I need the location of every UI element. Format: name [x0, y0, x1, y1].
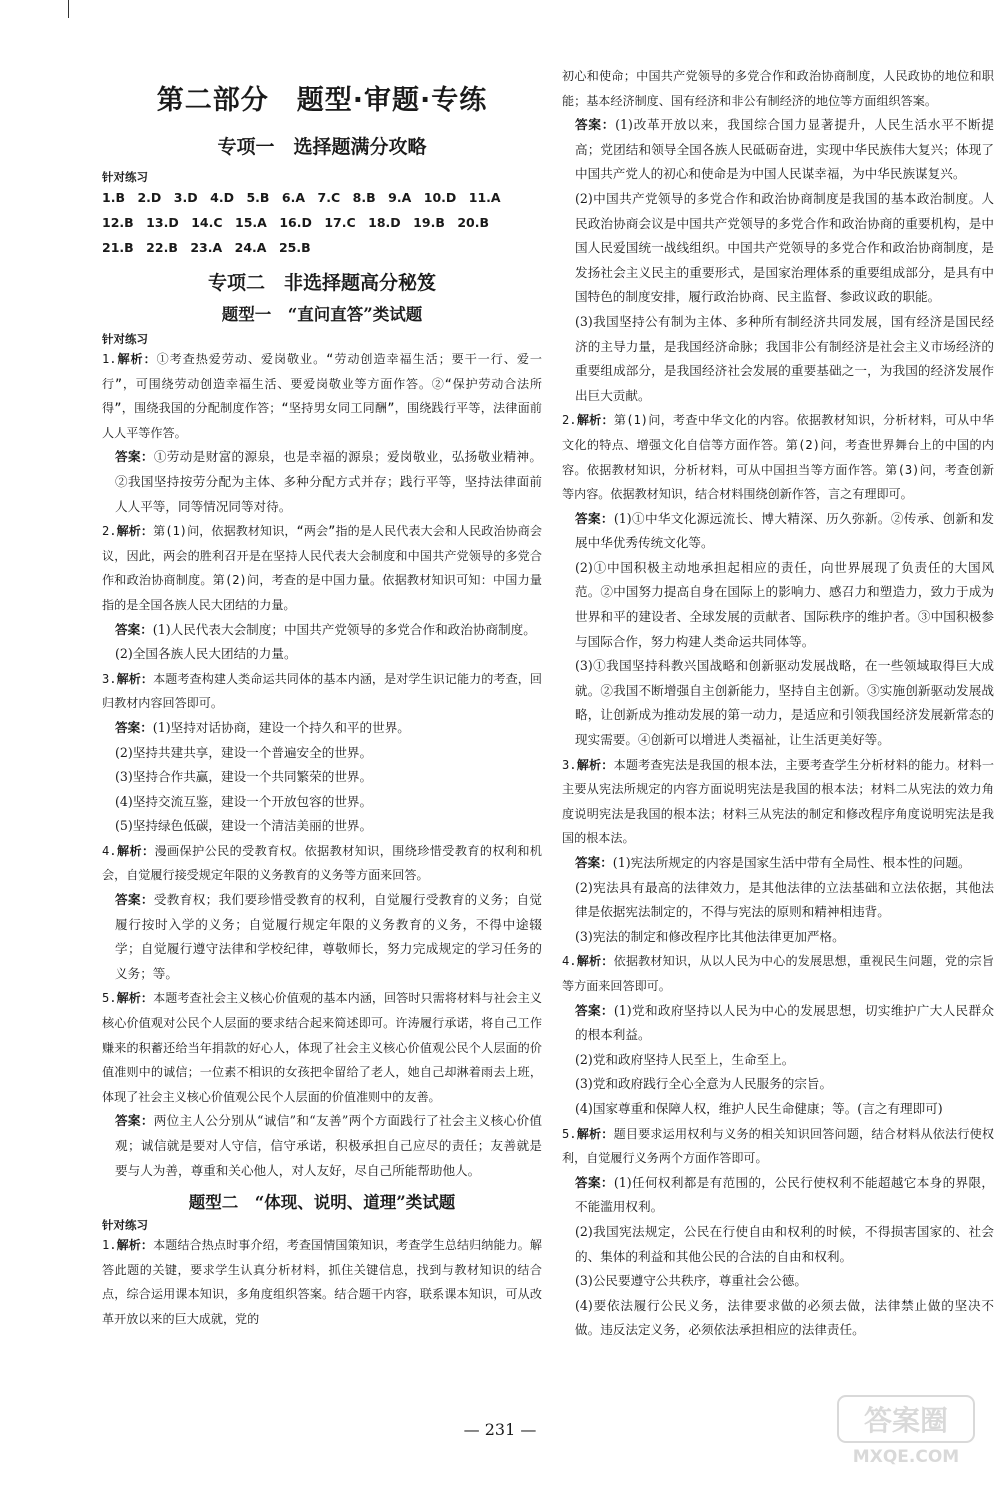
q2-analysis: 2.解析：第(1)问，依据教材知识，“两会”指的是人民代表大会和人民政治协商会议，因此，两会的胜利召开是在坚持人民代表大会制度和中国共产党领导的多党合作和政治协商制度。第(2)问，考查的是中国力量。依据教材知识可知：中国力量指的是全国各族人民大团结的力量。 [102, 524, 542, 612]
q-number: 1. [102, 352, 117, 366]
r-q4-answer: 答案：(1)党和政府坚持以人民为中心的发展思想，切实维护广大人民群众的根本利益。 [575, 1002, 995, 1043]
q3-answer-4: (4)坚持交流互鉴，建设一个开放包容的世界。 [115, 793, 373, 809]
watermark-logo [836, 1394, 976, 1468]
r-q4-answer-2: (2)党和政府坚持人民至上，生命至上。 [575, 1051, 795, 1067]
choice-answers-line1: 1.B 2.D 3.D 4.D 5.B 6.A 7.C 8.B 9.A 10.D 11.A [102, 190, 501, 205]
r-q4-analysis: 4.解析：依据教材知识，从以人民为中心的发展思想，重视民生问题，党的宗旨等方面来回答即可。 [562, 954, 994, 993]
r-q5-answer-4: (4)要依法履行公民义务，法律要求做的必须去做，法律禁止做的坚决不做。违反法定义务，必须依法承担相应的法律责任。 [575, 1297, 994, 1338]
q3-answer-3: (3)坚持合作共赢，建设一个共同繁荣的世界。 [115, 769, 373, 785]
q3-answer-2: (2)坚持共建共享，建设一个普遍安全的世界。 [115, 744, 373, 760]
q1-analysis: 1.解析：①考查热爱劳动、爱岗敬业。“劳动创造幸福生活；要干一行、爱一行”，可围绕劳动创造幸福生活、要爱岗敬业等方面作答。②“保护劳动合法所得”，围绕我国的分配制度作答；“坚持男女同工同酬”，围绕践行平等，法律面前人人平等作答。 [102, 352, 542, 440]
r-q3-answer-2: (2)宪法具有最高的法律效力，是其他法律的立法基础和立法依据，其他法律是依据宪法制定的，不得与宪法的原则和精神相违背。 [575, 879, 994, 920]
r-q2-analysis: 2.解析：第(1)问，考查中华文化的内容。依据教材知识，分析材料，可从中华文化的特点、增强文化自信等方面作答。第(2)问，考查世界舞台上的中国的内容。依据教材知识，分析材料，可从中国担当等方面作答。第(3)问，考查创新等内容。依据教材知识，结合材料围绕创新作答，言之有理即可。 [562, 413, 994, 502]
practice-label: 针对练习 [102, 1218, 148, 1233]
r-q2-answer-3: (3)①我国坚持科教兴国战略和创新驱动发展战略，在一些领域取得巨大成就。②我国不断增强自主创新能力，坚持自主创新。③实施创新驱动发展战略，让创新成为推动发展的第一动力，是适应和引领我国经济发展新常态的现实需要。④创新可以增进人类福祉，让生活更美好等。 [575, 658, 994, 748]
q5-answer: 答案：两位主人公分别从“诚信”和“友善”两个方面践行了社会主义核心价值观；诚信就是要对人守信，信守承诺，积极承担自己应尽的责任；友善就是要与人为善，尊重和关心他人，对人友好，尽自己所能帮助他人。 [115, 1113, 543, 1178]
q2-answer-2: (2)全国各族人民大团结的力量。 [115, 646, 297, 662]
t2q1-analysis-cont: 初心和使命；中国共产党领导的多党合作和政治协商制度，人民政协的地位和职能；基本经济制度、国有经济和非公有制经济的地位等方面组织答案。 [562, 69, 994, 108]
r-q5-answer-3: (3)公民要遵守公共秩序，尊重社会公德。 [575, 1273, 807, 1289]
r-q5-analysis: 5.解析：题目要求运用权利与义务的相关知识回答问题，结合材料从依法行使权利，自觉履行义务两个方面作答即可。 [562, 1126, 994, 1166]
part-title: 第二部分 题型·审题·专练 [156, 85, 488, 116]
choice-answers-line3: 21.B 22.B 23.A 24.A 25.B [102, 240, 311, 255]
r-q4-answer-3: (3)党和政府践行全心全意为人民服务的宗旨。 [575, 1076, 833, 1092]
q3-analysis: 3.解析：本题考查构建人类命运共同体的基本内涵，是对学生识记能力的考查，回归教材内容回答即可。 [102, 671, 542, 711]
t2q1-answer-3: (3)我国坚持公有制为主体、多种所有制经济共同发展，国有经济是国民经济的主导力量，是我国经济命脉；我国非公有制经济是社会主义市场经济的重要组成部分，是我国经济社会发展的重要基础之一，为我国的经济发展作出巨大贡献。 [575, 313, 994, 403]
q3-answer: 答案：(1)坚持对话协商，建设一个持久和平的世界。 [115, 719, 410, 735]
choice-answers-line2: 12.B 13.D 14.C 15.A 16.D 17.C 18.D 19.B 20.B [102, 215, 490, 230]
q4-answer: 答案：受教育权；我们要珍惜受教育的权利，自觉履行受教育的义务；自觉履行按时入学的义务；自觉履行规定年限的义务教育的义务，不得中途辍学；自觉履行遵守法律和学校纪律，尊敬师长，努力完成规定的学习任务的义务；等。 [115, 892, 543, 981]
q2-answer: 答案：(1)人民代表大会制度；中国共产党领导的多党合作和政治协商制度。 [115, 621, 536, 637]
left-column [102, 132, 542, 1332]
analysis-label: 解析： [116, 352, 157, 366]
r-q5-answer-2: (2)我国宪法规定，公民在行使自由和权利的时候，不得损害国家的、社会的、集体的利益和其他公民的合法的自由和权利。 [575, 1223, 994, 1264]
practice-label: 针对练习 [102, 332, 148, 346]
r-q3-answer-3: (3)宪法的制定和修改程序比其他法律更加严格。 [575, 928, 845, 944]
t2q1-answer: 答案：(1)改革开放以来，我国综合国力显著提升，人民生活水平不断提高；党团结和领导全国各族人民砥砺奋进，实现中华民族伟大复兴；体现了中国共产党人的初心和使命是为中国人民谋幸福，为中华民族谋复兴。 [575, 117, 995, 182]
r-q3-answer: 答案：(1)宪法所规定的内容是国家生活中带有全局性、根本性的问题。 [575, 855, 971, 870]
q3-answer-5: (5)坚持绿色低碳，建设一个清洁美丽的世界。 [115, 818, 373, 834]
r-q4-answer-4: (4)国家尊重和保障人权，维护人民生命健康；等。(言之有理即可) [575, 1100, 943, 1116]
r-q2-answer-2: (2)①中国积极主动地承担起相应的责任，向世界展现了负责任的大国风范。②中国努力提高自身在国际上的影响力、感召力和塑造力，致力于成为世界和平的建设者、全球发展的贡献者、国际秩序的维护者。③中国积极参与国际合作，努力构建人类命运共同体等。 [575, 559, 994, 649]
q1-answer: 答案：①劳动是财富的源泉，也是幸福的源泉；爱岗敬业，弘扬敬业精神。②我国坚持按劳分配为主体、多种分配方式并存；践行平等，坚持法律面前人人平等，同等情况同等对待。 [115, 449, 543, 514]
watermark-url: MXQE.COM [852, 1447, 960, 1467]
q4-analysis: 4.解析：漫画保护公民的受教育权。依据教材知识，围绕珍惜受教育的权利和机会，自觉履行接受规定年限的义务教育的义务等方面来回答。 [102, 843, 542, 883]
section2-title: 专项二 非选择题高分秘笈 [207, 272, 436, 294]
q5-analysis: 5.解析：本题考查社会主义核心价值观的基本内涵，回答时只需将材料与社会主义核心价值观对公民个人层面的要求结合起来简述即可。许涛履行承诺，将自己工作赚来的积蓄还给当年捐款的好心人，体现了社会主义核心价值观公民个人层面的价值准则中的诚信；一位素不相识的女孩把伞留给了老人，她自己却淋着雨去上班，体现了社会主义核心价值观公民个人层面的价值准则中的友善。 [102, 991, 542, 1104]
answer-label: 答案： [115, 449, 154, 465]
t2q1-answer-2: (2)中国共产党领导的多党合作和政治协商制度是我国的基本政治制度。人民政治协商会议是中国共产党领导的多党合作和政治协商的重要机构，是中国人民爱国统一战线组织。中国共产党领导的多党合作和政治协商制度，是发扬社会主义民主的重要形式，是国家治理体系的重要组成部分，是具有中国特色的制度安排，履行政治协商、民主监督、参政议政的职能。 [575, 190, 994, 305]
page-number: — 231 — [463, 1420, 537, 1439]
right-column [562, 64, 994, 1343]
type1-title: 题型一 “直问直答”类试题 [221, 305, 423, 324]
t2q1-analysis: 1.解析：本题结合热点时事介绍，考查国情国策知识，考查学生总结归纳能力。解答此题的关键，要求学生认真分析材料，抓住关键信息，找到与教材知识的结合点，综合运用课本知识，多角度组织答案。结合题干内容，联系课本知识，可从改革开放以来的巨大成就，党的 [102, 1238, 542, 1326]
type2-title: 题型二 “体现、说明、道理”类试题 [188, 1193, 456, 1213]
r-q3-analysis: 3.解析：本题考查宪法是我国的根本法，主要考查学生分析材料的能力。材料一主要从宪法所规定的内容方面说明宪法是我国的根本法；材料二从宪法的效力角度说明宪法是我国的根本法；材料三从宪法的制定和修改程序角度说明宪法是我国的根本法。 [562, 757, 994, 846]
r-q2-answer: 答案：(1)①中华文化源远流长、博大精深、历久弥新。②传承、创新和发展中华优秀传统文化等。 [575, 510, 995, 551]
section1-title: 专项一 选择题满分攻略 [217, 136, 427, 158]
r-q5-answer: 答案：(1)任何权利都是有范围的，公民行使权利不能超越它本身的界限，不能滥用权利。 [575, 1174, 995, 1215]
practice-label: 针对练习 [102, 170, 148, 184]
watermark-text: 答案圈 [863, 1404, 949, 1437]
binding-mark [68, 0, 69, 18]
